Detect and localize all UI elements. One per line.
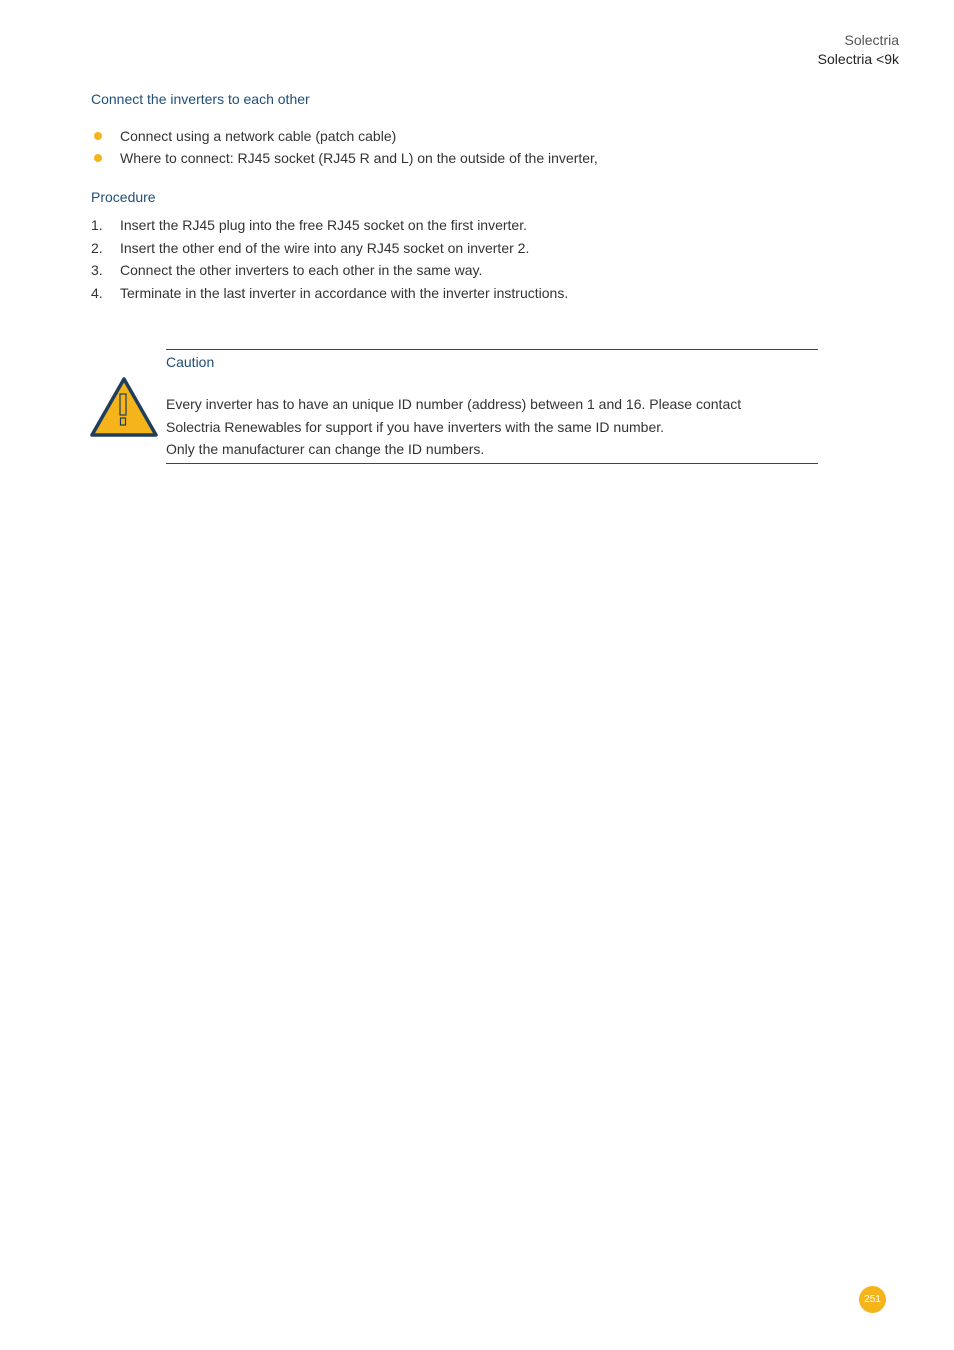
bullet-dot-icon: [94, 132, 102, 140]
list-item: [91, 214, 568, 237]
bullet-text: Where to connect: RJ45 socket (RJ45 R and L) on the outside of the inverter,: [120, 150, 598, 166]
page-number-badge: 251: [859, 1286, 886, 1313]
connect-bullet-list: [91, 125, 598, 169]
step-number: 3.: [91, 262, 103, 278]
warning-triangle-icon: [89, 376, 159, 438]
list-item: [91, 237, 568, 260]
caution-line: Every inverter has to have an unique ID number (address) between 1 and 16. Please contact: [166, 396, 742, 412]
step-text: Terminate in the last inverter in accordance with the inverter instructions.: [120, 284, 569, 301]
procedure-title: Procedure: [91, 189, 156, 205]
caution-bottom-rule: [166, 463, 818, 464]
bullet-dot-icon: [94, 154, 102, 162]
header-company: Solectria: [844, 32, 899, 48]
caution-top-rule: [166, 349, 818, 350]
step-text: Insert the other end of the wire into any RJ45 socket on inverter 2.: [120, 239, 530, 256]
list-item: [91, 259, 568, 282]
list-item: [91, 125, 598, 147]
step-number: 4.: [91, 284, 103, 301]
procedure-step-list: [91, 214, 568, 304]
bullet-text: Connect using a network cable (patch cable): [120, 128, 397, 144]
page-header: [818, 31, 899, 69]
caution-title: Caution: [166, 354, 215, 370]
step-text: Connect the other inverters to each other in the same way.: [120, 262, 483, 278]
caution-body: [166, 393, 818, 461]
caution-line: Solectria Renewables for support if you have inverters with the same ID number.: [166, 418, 665, 435]
header-product: Solectria <9k: [817, 51, 899, 67]
list-item: [91, 147, 598, 169]
step-text: Insert the RJ45 plug into the free RJ45 socket on the first inverter.: [120, 217, 527, 233]
list-item: [91, 282, 568, 305]
step-number: 1.: [91, 217, 103, 233]
step-number: 2.: [91, 239, 103, 256]
connect-section-title: Connect the inverters to each other: [91, 91, 310, 107]
caution-line: Only the manufacturer can change the ID numbers.: [166, 441, 485, 457]
